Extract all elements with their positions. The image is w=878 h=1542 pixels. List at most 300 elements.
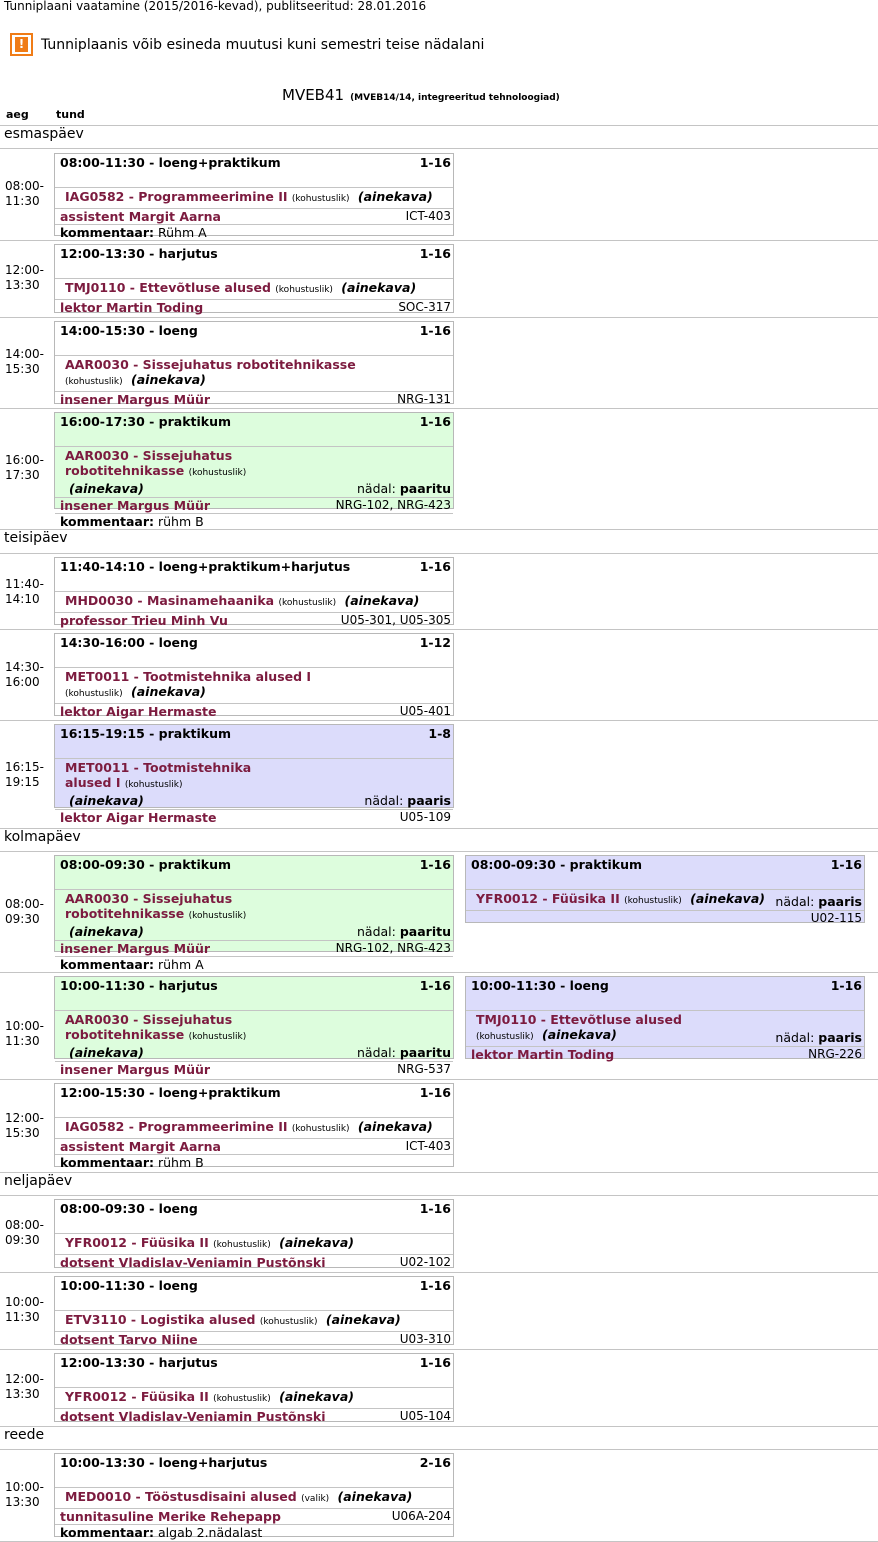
lesson-lecturer-row <box>55 810 453 825</box>
slot-end: 13:30 <box>5 1495 40 1509</box>
day-label: teisipäev <box>4 530 68 546</box>
lesson-header <box>55 322 453 339</box>
spacer <box>466 873 864 889</box>
lesson-subject-row <box>55 668 453 703</box>
room-link[interactable]: SOC-317 <box>398 300 451 314</box>
divider-line <box>0 125 878 126</box>
lesson-time-type: 14:30-16:00 - loeng <box>60 635 198 650</box>
subject-name[interactable]: AAR0030 - Sissejuhatus robotitehnikasse <box>65 891 233 921</box>
lesson-weeks: 1-8 <box>428 726 451 741</box>
lesson-header <box>55 1200 453 1217</box>
spacer <box>55 742 453 758</box>
lesson-lecturer-row <box>55 1509 453 1524</box>
subject-kind: (valik) <box>301 1494 330 1504</box>
slot-start: 08:00- <box>5 179 44 193</box>
lesson-header <box>55 1354 453 1371</box>
day-label: kolmapäev <box>4 829 81 845</box>
room-link[interactable]: NRG-131 <box>397 392 451 406</box>
lesson-card[interactable] <box>54 1453 454 1540</box>
divider-line <box>0 1426 878 1427</box>
lesson-weeks: 1-12 <box>419 635 451 650</box>
course-plan-link[interactable]: (ainekava) <box>69 793 144 808</box>
lecturer-link[interactable]: lektor Martin Toding <box>471 1047 615 1062</box>
lesson-time-type: 10:00-13:30 - loeng+harjutus <box>60 1455 268 1470</box>
lesson-time-type: 12:00-13:30 - harjutus <box>60 1355 218 1370</box>
lesson-card[interactable] <box>54 1353 454 1422</box>
room-link[interactable]: U06A-204 <box>391 1509 451 1523</box>
divider-line <box>0 1195 878 1196</box>
week-value: paaritu <box>399 481 451 496</box>
comment-label: kommentaar: <box>60 514 155 529</box>
lesson-card[interactable] <box>54 1199 454 1268</box>
room-link[interactable]: U03-310 <box>399 1332 451 1346</box>
lesson-header <box>55 1084 453 1101</box>
lesson-weeks: 2-16 <box>419 1455 451 1470</box>
room-link[interactable]: ICT-403 <box>405 1139 451 1153</box>
subject-kind: (kohustuslik) <box>188 1032 247 1042</box>
lesson-comment-row <box>55 225 453 240</box>
spacer <box>55 651 453 667</box>
lecturer-link[interactable]: lektor Aigar Hermaste <box>60 704 217 719</box>
page-title: Tunniplaani vaatamine (2015/2016-kevad), publitseeritud: 28.01.2016 <box>4 0 427 13</box>
slot-start: 14:00- <box>5 347 44 361</box>
subject-kind: (kohustuslik) <box>65 689 123 699</box>
divider-line <box>0 529 878 530</box>
lesson-lecturer-row <box>55 704 453 719</box>
slot-start: 08:00- <box>5 897 44 911</box>
subject-link[interactable] <box>65 1312 401 1330</box>
lesson-subject-row <box>466 890 864 910</box>
slot-end: 17:30 <box>5 468 40 482</box>
lecturer-link[interactable]: assistent Margit Aarna <box>60 209 221 224</box>
time-slot-label <box>5 347 50 377</box>
lesson-lecturer-row <box>55 941 453 956</box>
slot-end: 11:30 <box>5 1310 40 1324</box>
lesson-header <box>55 634 453 651</box>
week-value: paaris <box>818 894 862 909</box>
divider-line <box>0 828 878 829</box>
subject-name[interactable]: YFR0012 - Füüsika II <box>65 1389 209 1404</box>
room-link[interactable]: U05-401 <box>399 704 451 718</box>
week-label: nädal: <box>356 481 396 496</box>
subject-kind: (kohustuslik) <box>476 1032 534 1042</box>
subject-link[interactable] <box>65 1489 412 1507</box>
lesson-comment-row <box>55 957 453 972</box>
time-slot-label <box>5 1372 50 1402</box>
lesson-subject-row <box>55 592 453 612</box>
lesson-card[interactable] <box>54 976 454 1077</box>
time-slot-label <box>5 263 50 293</box>
lesson-subject-row <box>55 1311 453 1331</box>
week-value: paaris <box>407 793 451 808</box>
subject-name[interactable]: IAG0582 - Programmeerimine II <box>65 1119 288 1134</box>
week-label: nädal: <box>356 924 396 939</box>
room-link[interactable]: U05-301, U05-305 <box>340 613 451 627</box>
lesson-card[interactable] <box>54 1083 454 1170</box>
spacer <box>466 994 864 1010</box>
lesson-subject-row <box>55 890 453 940</box>
lecturer-link[interactable]: lektor Martin Toding <box>60 300 204 315</box>
lesson-weeks: 1-16 <box>419 1201 451 1216</box>
slot-end: 15:30 <box>5 1126 40 1140</box>
divider-line <box>0 851 878 852</box>
subject-name[interactable]: MED0010 - Tööstusdisaini alused <box>65 1489 297 1504</box>
subject-kind: (kohustuslik) <box>291 1124 350 1134</box>
spacer <box>55 262 453 278</box>
course-plan-link[interactable]: (ainekava) <box>279 1235 354 1250</box>
lesson-header <box>466 856 864 873</box>
slot-start: 12:00- <box>5 263 44 277</box>
lesson-lecturer-row <box>466 911 864 926</box>
lesson-header <box>466 977 864 994</box>
lesson-comment-row <box>55 1155 453 1170</box>
slot-end: 13:30 <box>5 1387 40 1401</box>
course-plan-link[interactable]: (ainekava) <box>357 1119 433 1134</box>
day-label: reede <box>4 1427 45 1443</box>
week-type <box>357 1045 451 1060</box>
lesson-time-type: 12:00-15:30 - loeng+praktikum <box>60 1085 281 1100</box>
lesson-header <box>55 1454 453 1471</box>
course-plan-link[interactable]: (ainekava) <box>337 1489 413 1504</box>
lesson-time-type: 08:00-11:30 - loeng+praktikum <box>60 155 281 170</box>
time-slot-label <box>5 1019 50 1049</box>
lesson-lecturer-row <box>55 1139 453 1154</box>
subject-link[interactable] <box>476 1012 686 1045</box>
subject-name[interactable]: MET0011 - Tootmistehnika alused I <box>65 760 252 790</box>
course-plan-link[interactable]: (ainekava) <box>341 280 417 295</box>
time-slot-label <box>5 179 50 209</box>
room-link[interactable]: U02-115 <box>810 911 862 925</box>
lesson-card[interactable] <box>54 724 454 825</box>
lesson-weeks: 1-16 <box>419 323 451 338</box>
slot-start: 10:00- <box>5 1480 44 1494</box>
lesson-weeks: 1-16 <box>830 978 862 993</box>
lesson-header <box>55 1277 453 1294</box>
subject-name[interactable]: AAR0030 - Sissejuhatus robotitehnikasse <box>65 448 233 478</box>
comment-label: kommentaar: <box>60 957 155 972</box>
slot-end: 19:15 <box>5 775 40 789</box>
lesson-time-type: 12:00-13:30 - harjutus <box>60 246 218 261</box>
week-label: nädal: <box>775 1030 815 1045</box>
lesson-weeks: 1-16 <box>419 155 451 170</box>
lesson-lecturer-row <box>55 1409 453 1424</box>
slot-end: 14:10 <box>5 592 40 606</box>
week-label: nädal: <box>364 793 404 808</box>
divider-line <box>0 1349 878 1350</box>
divider-line <box>0 148 878 149</box>
subject-name[interactable]: MHD0030 - Masinamehaanika <box>65 593 275 608</box>
lesson-time-type: 10:00-11:30 - loeng <box>60 1278 198 1293</box>
lecturer-link[interactable]: dotsent Vladislav-Veniamin Pustõnski <box>60 1409 326 1424</box>
day-label: esmaspäev <box>4 126 84 142</box>
slot-end: 16:00 <box>5 675 40 689</box>
week-type <box>775 894 862 909</box>
room-link[interactable]: NRG-537 <box>397 1062 451 1076</box>
slot-start: 08:00- <box>5 1218 44 1232</box>
lecturer-link[interactable]: tunnitasuline Merike Rehepapp <box>60 1509 281 1524</box>
course-plan-link[interactable]: (ainekava) <box>69 924 144 939</box>
spacer <box>55 1294 453 1310</box>
subject-name[interactable]: AAR0030 - Sissejuhatus robotitehnikasse <box>65 1012 233 1042</box>
week-value: paaris <box>818 1030 862 1045</box>
lesson-time-type: 10:00-11:30 - harjutus <box>60 978 218 993</box>
subject-link[interactable] <box>65 1012 265 1060</box>
lecturer-link[interactable]: insener Margus Müür <box>60 941 211 956</box>
time-slot-label <box>5 897 50 927</box>
week-label: nädal: <box>356 1045 396 1060</box>
subject-link[interactable] <box>476 891 765 909</box>
lecturer-link[interactable]: insener Margus Müür <box>60 392 211 407</box>
group-title <box>282 86 560 104</box>
slot-end: 15:30 <box>5 362 40 376</box>
spacer <box>55 575 453 591</box>
slot-end: 09:30 <box>5 1233 40 1247</box>
course-plan-link[interactable]: (ainekava) <box>279 1389 354 1404</box>
day-label: neljapäev <box>4 1173 73 1189</box>
subject-link[interactable] <box>65 760 265 808</box>
lesson-lecturer-row <box>55 613 453 628</box>
room-link[interactable]: NRG-102, NRG-423 <box>335 941 451 955</box>
lesson-comment-row <box>55 514 453 529</box>
room-link[interactable]: NRG-102, NRG-423 <box>335 498 451 512</box>
week-value: paaritu <box>399 1045 451 1060</box>
lesson-weeks: 1-16 <box>419 978 451 993</box>
lesson-header <box>55 725 453 742</box>
warning-banner <box>10 33 484 56</box>
subject-kind: (kohustuslik) <box>291 194 350 204</box>
subject-kind: (kohustuslik) <box>65 377 123 387</box>
slot-start: 16:15- <box>5 760 44 774</box>
lesson-subject-row <box>55 279 453 299</box>
time-slot-label <box>5 1218 50 1248</box>
lesson-card[interactable] <box>54 412 454 529</box>
spacer <box>55 1371 453 1387</box>
divider-line <box>0 1172 878 1173</box>
divider-line <box>0 240 878 241</box>
course-plan-link[interactable]: (ainekava) <box>69 481 144 496</box>
lesson-subject-row <box>55 1234 453 1254</box>
lecturer-link[interactable]: dotsent Tarvo Niine <box>60 1332 198 1347</box>
subject-name[interactable]: TMJ0110 - Ettevõtluse alused <box>65 280 271 295</box>
column-header-time: aeg <box>6 108 29 121</box>
spacer <box>55 1471 453 1487</box>
subject-name[interactable]: AAR0030 - Sissejuhatus robotitehnikasse <box>65 357 356 372</box>
course-plan-link[interactable]: (ainekava) <box>690 891 765 906</box>
comment-label: kommentaar: <box>60 1155 155 1170</box>
subject-link[interactable] <box>65 448 265 496</box>
lesson-time-type: 10:00-11:30 - loeng <box>471 978 609 993</box>
slot-end: 09:30 <box>5 912 40 926</box>
column-header-lesson: tund <box>56 108 85 121</box>
course-plan-link[interactable]: (ainekava) <box>69 1045 144 1060</box>
subject-kind: (kohustuslik) <box>124 780 183 790</box>
lesson-weeks: 1-16 <box>419 559 451 574</box>
subject-kind: (kohustuslik) <box>278 598 337 608</box>
lesson-header <box>55 154 453 171</box>
lesson-card[interactable] <box>54 557 454 628</box>
room-link[interactable]: ICT-403 <box>405 209 451 223</box>
lesson-lecturer-row <box>55 209 453 224</box>
slot-start: 14:30- <box>5 660 44 674</box>
lesson-comment-row <box>55 1525 453 1540</box>
slot-start: 11:40- <box>5 577 44 591</box>
lesson-subject-row <box>55 1118 453 1138</box>
course-plan-link[interactable]: (ainekava) <box>325 1312 401 1327</box>
lesson-card[interactable] <box>54 855 454 972</box>
lecturer-link[interactable]: insener Margus Müür <box>60 498 211 513</box>
subject-link[interactable] <box>65 357 395 390</box>
lecturer-link[interactable]: professor Trieu Minh Vu <box>60 613 228 628</box>
lesson-time-type: 14:00-15:30 - loeng <box>60 323 198 338</box>
lesson-header <box>55 558 453 575</box>
lesson-header <box>55 245 453 262</box>
week-type <box>357 924 451 939</box>
lesson-subject-row <box>55 447 453 497</box>
lesson-card[interactable] <box>54 153 454 240</box>
room-link[interactable]: U05-104 <box>399 1409 451 1423</box>
subject-link[interactable] <box>65 1389 354 1407</box>
lesson-card[interactable] <box>54 633 454 719</box>
subject-link[interactable] <box>65 189 433 207</box>
slot-start: 12:00- <box>5 1372 44 1386</box>
lesson-lecturer-row <box>55 1255 453 1270</box>
lesson-weeks: 1-16 <box>419 414 451 429</box>
comment-label: kommentaar: <box>60 225 155 240</box>
time-slot-label <box>5 760 50 790</box>
week-label: nädal: <box>775 894 815 909</box>
room-link[interactable]: U05-109 <box>399 810 451 824</box>
subject-link[interactable] <box>65 1119 433 1137</box>
lesson-weeks: 1-16 <box>830 857 862 872</box>
room-link[interactable]: NRG-226 <box>808 1047 862 1061</box>
subject-name[interactable]: ETV3110 - Logistika alused <box>65 1312 256 1327</box>
subject-kind: (kohustuslik) <box>188 468 247 478</box>
room-link[interactable]: U02-102 <box>399 1255 451 1269</box>
lesson-lecturer-row <box>55 1332 453 1347</box>
time-slot-label <box>5 453 50 483</box>
lesson-weeks: 1-16 <box>419 1278 451 1293</box>
subject-kind: (kohustuslik) <box>259 1317 318 1327</box>
lesson-weeks: 1-16 <box>419 1355 451 1370</box>
divider-line <box>0 553 878 554</box>
lesson-card[interactable] <box>54 321 454 407</box>
lesson-lecturer-row <box>55 392 453 407</box>
lesson-time-type: 08:00-09:30 - praktikum <box>471 857 643 872</box>
spacer <box>55 994 453 1010</box>
lesson-subject-row <box>55 759 453 809</box>
lesson-header <box>55 977 453 994</box>
lesson-subject-row <box>466 1011 864 1046</box>
lesson-card[interactable] <box>465 976 865 1062</box>
lesson-lecturer-row <box>55 300 453 315</box>
lesson-card[interactable] <box>465 855 865 923</box>
course-plan-link[interactable]: (ainekava) <box>131 372 206 387</box>
lesson-subject-row <box>55 1011 453 1061</box>
week-type <box>364 793 451 808</box>
spacer <box>55 171 453 187</box>
subject-link[interactable] <box>65 593 419 611</box>
divider-line <box>0 1272 878 1273</box>
lecturer-link[interactable]: lektor Aigar Hermaste <box>60 810 217 825</box>
week-type <box>775 1030 862 1045</box>
time-slot-label <box>5 1295 50 1325</box>
lesson-lecturer-row <box>55 498 453 513</box>
slot-start: 16:00- <box>5 453 44 467</box>
comment-text: rühm B <box>158 1155 204 1170</box>
spacer <box>55 1217 453 1233</box>
lesson-weeks: 1-16 <box>419 857 451 872</box>
subject-name[interactable]: YFR0012 - Füüsika II <box>65 1235 209 1250</box>
subject-kind: (kohustuslik) <box>188 911 247 921</box>
lecturer-link[interactable]: assistent Margit Aarna <box>60 1139 221 1154</box>
divider-line <box>0 1449 878 1450</box>
subject-kind: (kohustuslik) <box>213 1240 271 1250</box>
slot-end: 11:30 <box>5 1034 40 1048</box>
subject-name[interactable]: TMJ0110 - Ettevõtluse alused <box>476 1012 682 1027</box>
lesson-time-type: 11:40-14:10 - loeng+praktikum+harjutus <box>60 559 351 574</box>
course-plan-link[interactable]: (ainekava) <box>344 593 420 608</box>
subject-link[interactable] <box>65 891 265 939</box>
time-slot-label <box>5 1111 50 1141</box>
divider-line <box>0 720 878 721</box>
time-slot-label <box>5 577 50 607</box>
week-type <box>357 481 451 496</box>
divider-line <box>0 1079 878 1080</box>
spacer <box>55 873 453 889</box>
comment-text: rühm B <box>158 514 204 529</box>
slot-start: 10:00- <box>5 1019 44 1033</box>
lesson-subject-row <box>55 188 453 208</box>
lecturer-link[interactable]: dotsent Vladislav-Veniamin Pustõnski <box>60 1255 326 1270</box>
subject-name[interactable]: YFR0012 - Füüsika II <box>476 891 620 906</box>
subject-link[interactable] <box>65 280 416 298</box>
subject-kind: (kohustuslik) <box>275 285 333 295</box>
course-plan-link[interactable]: (ainekava) <box>542 1027 617 1042</box>
course-plan-link[interactable]: (ainekava) <box>131 684 206 699</box>
lesson-card[interactable] <box>54 244 454 313</box>
lesson-time-type: 16:00-17:30 - praktikum <box>60 414 232 429</box>
course-plan-link[interactable]: (ainekava) <box>357 189 433 204</box>
group-description: (MVEB14/14, integreeritud tehnoloogiad) <box>350 93 560 103</box>
week-value: paaritu <box>399 924 451 939</box>
comment-text: algab 2.nädalast <box>158 1525 263 1540</box>
slot-end: 11:30 <box>5 194 40 208</box>
lecturer-link[interactable]: insener Margus Müür <box>60 1062 211 1077</box>
spacer <box>55 339 453 355</box>
comment-text: rühm A <box>158 957 204 972</box>
lesson-weeks: 1-16 <box>419 246 451 261</box>
lesson-subject-row <box>55 1488 453 1508</box>
slot-end: 13:30 <box>5 278 40 292</box>
time-slot-label <box>5 1480 50 1510</box>
slot-start: 12:00- <box>5 1111 44 1125</box>
lesson-subject-row <box>55 356 453 391</box>
lesson-header <box>55 413 453 430</box>
subject-link[interactable] <box>65 669 365 702</box>
lesson-card[interactable] <box>54 1276 454 1345</box>
lesson-lecturer-row <box>55 1062 453 1077</box>
group-code: MVEB41 <box>282 86 345 104</box>
subject-link[interactable] <box>65 1235 354 1253</box>
spacer <box>55 430 453 446</box>
subject-name[interactable]: IAG0582 - Programmeerimine II <box>65 189 288 204</box>
subject-kind: (kohustuslik) <box>213 1394 271 1404</box>
warning-icon: ! <box>10 33 33 56</box>
divider-line <box>0 629 878 630</box>
subject-name[interactable]: MET0011 - Tootmistehnika alused I <box>65 669 312 684</box>
subject-kind: (kohustuslik) <box>624 896 682 906</box>
divider-line <box>0 972 878 973</box>
